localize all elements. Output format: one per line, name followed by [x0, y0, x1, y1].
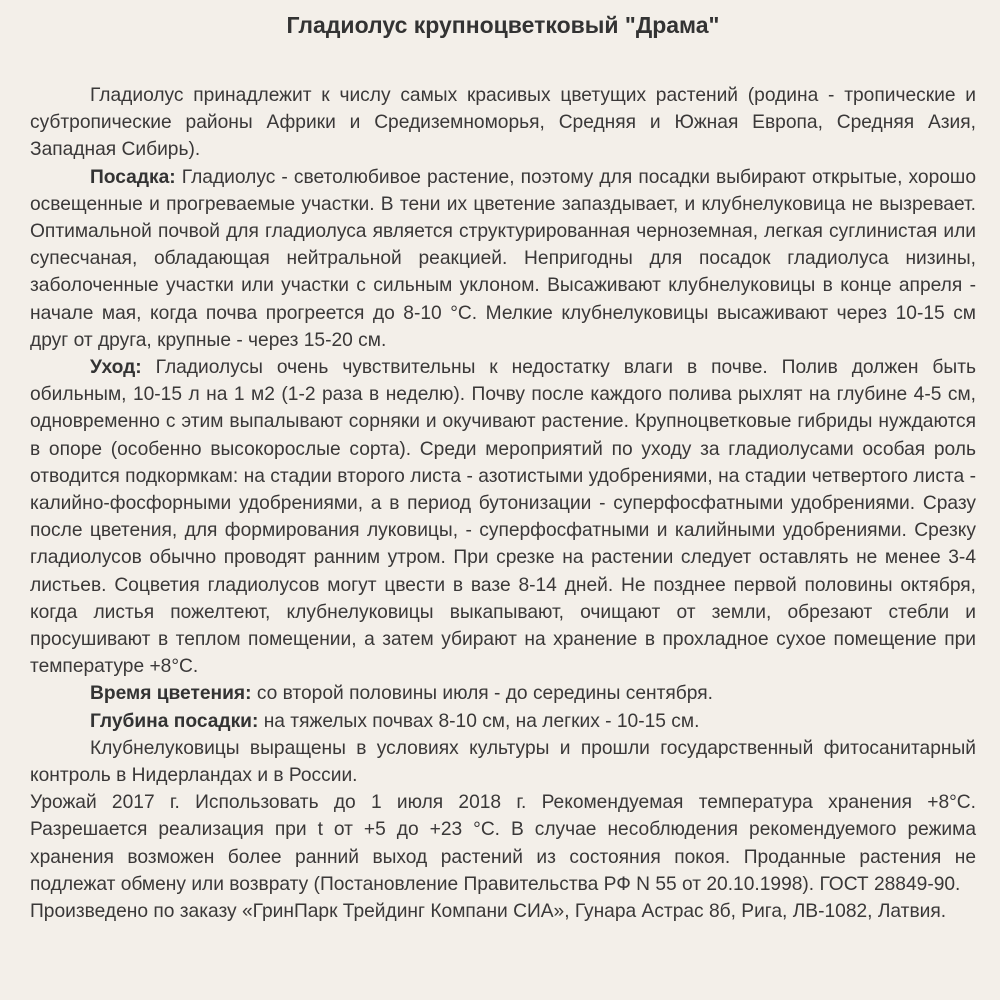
care-text: Гладиолусы очень чувствительны к недостатку влаги в почве. Полив должен быть обильным, 10-15 л на 1 м2 (1-2 раза в неделю). Почву после каждого полива рыхлят на глубине 4-5 см, одновременно с этим выпалывают сорняки и окучивают растение. Крупноцветковые гибриды нуждаются в опоре (особенно высокорослые сорта). Среди мероприятий по уходу за гладиолусами особая роль отводится подкормкам: на стадии второго листа - азотистыми удобрениями, на стадии четвертого листа - калийно-фосфорными удобрениями, а в период бутонизации - суперфосфатными удобрениями. Сразу после цветения, для формирования луковицы, - суперфосфатными и калийными удобрениями. Срезку гладиолусов обычно проводят ранним утром. При срезке на растении следует оставлять не менее 3-4 листьев. Соцветия гладиолусов могут цвести в вазе 8-14 дней. Не позднее первой половины октября, когда листья пожелтеют, клубнелуковицы выкапывают, очищают от земли, обрезают стебли и просушивают в теплом помещении, а затем убирают на хранение в прохладное сухое помещение при температуре +8°С. — [30, 357, 976, 678]
storage-paragraph: Урожай 2017 г. Использовать до 1 июля 2018 г. Рекомендуемая температура хранения +8°С. Разрешается реализация при t от +5 до +23 °С. В случае несоблюдения рекомендуемого режима хранения возможен более ранний выход растений из состояния покоя. Проданные растения не подлежат обмену или возврату (Постановление Правительства РФ N 55 от 20.10.1998). ГОСТ 28849-90. — [30, 792, 976, 895]
planting-label: Посадка: — [90, 166, 176, 188]
planting-depth-label: Глубина посадки: — [90, 710, 259, 732]
planting-depth-text: на тяжелых почвах 8-10 см, на легких - 10-15 см. — [258, 710, 700, 732]
bloom-time-text: со второй половины июля - до середины сентября. — [251, 683, 713, 705]
planting-depth-paragraph — [30, 708, 976, 735]
bloom-time-paragraph — [30, 680, 976, 707]
care-label: Уход: — [90, 357, 142, 379]
page-title: Гладиолус крупноцветковый "Драма" — [286, 12, 720, 38]
care-paragraph — [30, 354, 976, 680]
manufacturer-paragraph: Произведено по заказу «ГринПарк Трейдинг Компани СИА», Гунара Астрас 8б, Рига, ЛВ-1082, Латвия. — [30, 901, 947, 923]
description-text — [30, 82, 976, 925]
intro-paragraph: Гладиолус принадлежит к числу самых красивых цветущих растений (родина - тропические и субтропические районы Африки и Средиземноморья, Средняя и Южная Европа, Средняя Азия, Западная Сибирь). — [30, 85, 976, 161]
certification-paragraph: Клубнелуковицы выращены в условиях культуры и прошли государственный фитосанитарный контроль в Нидерландах и в России. — [30, 737, 976, 787]
planting-paragraph — [30, 164, 976, 354]
planting-text: Гладиолус - светолюбивое растение, поэтому для посадки выбирают открытые, хорошо освещенные и прогреваемые участки. В тени их цветение запаздывает, и клубнелуковица не вызревает. Оптимальной почвой для гладиолуса является структурированная черноземная, легкая суглинистая или супесчаная, обладающая нейтральной реакцией. Непригодны для посадок гладиолуса низины, заболоченные участки или участки с сильным уклоном. Высаживают клубнелуковицы в конце апреля - начале мая, когда почва прогреется до 8-10 °С. Мелкие клубнелуковицы высаживают через 10-15 см друг от друга, крупные - через 15-20 см. — [30, 166, 976, 351]
bloom-time-label: Время цветения: — [90, 683, 252, 705]
